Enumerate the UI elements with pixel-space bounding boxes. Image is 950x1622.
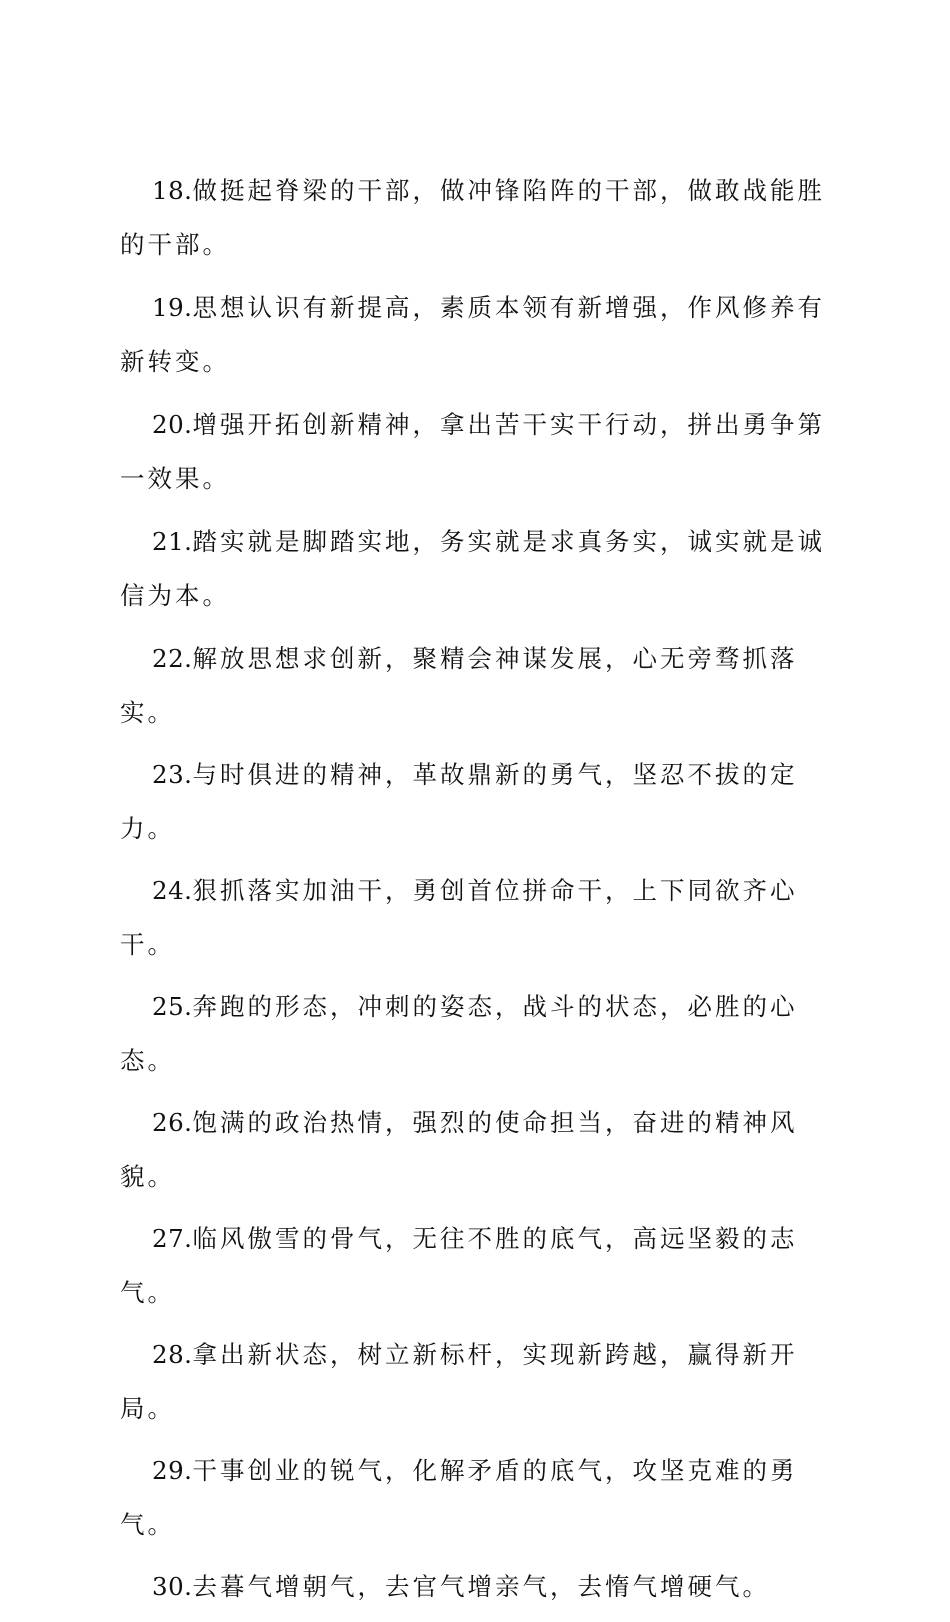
- document-body: [120, 164, 836, 1622]
- list-item: [120, 1444, 836, 1552]
- item-number: 18.: [152, 176, 193, 205]
- item-number: 28.: [152, 1340, 193, 1369]
- item-text: 饱满的政治热情，强烈的使命担当，奋进的精神风貌。: [120, 1108, 798, 1191]
- item-text: 做挺起脊梁的干部，做冲锋陷阵的干部，做敢战能胜的干部。: [120, 176, 825, 259]
- item-number: 26.: [152, 1108, 193, 1137]
- item-number: 21.: [152, 527, 193, 556]
- item-text: 思想认识有新提高，素质本领有新增强，作风修养有新转变。: [120, 293, 825, 376]
- item-text: 拿出新状态，树立新标杆，实现新跨越，赢得新开局。: [120, 1340, 798, 1423]
- item-number: 25.: [152, 992, 193, 1021]
- list-item: [120, 632, 836, 740]
- item-number: 19.: [152, 293, 193, 322]
- item-text: 干事创业的锐气，化解矛盾的底气，攻坚克难的勇气。: [120, 1456, 798, 1539]
- item-text: 临风傲雪的骨气，无往不胜的底气，高远坚毅的志气。: [120, 1224, 798, 1307]
- list-item: [120, 980, 836, 1088]
- item-number: 30.: [152, 1572, 193, 1601]
- list-item: [120, 398, 836, 506]
- list-item: [120, 1096, 836, 1204]
- list-item: [120, 164, 836, 272]
- list-item: [120, 864, 836, 972]
- list-item: [120, 748, 836, 856]
- list-item: [120, 1328, 836, 1436]
- item-text: 增强开拓创新精神，拿出苦干实干行动，拼出勇争第一效果。: [120, 410, 825, 493]
- item-text: 狠抓落实加油干，勇创首位拼命干，上下同欲齐心干。: [120, 876, 798, 959]
- item-number: 29.: [152, 1456, 193, 1485]
- item-text: 解放思想求创新，聚精会神谋发展，心无旁骛抓落实。: [120, 644, 798, 727]
- item-number: 27.: [152, 1224, 193, 1253]
- item-text: 与时俱进的精神，革故鼎新的勇气，坚忍不拔的定力。: [120, 760, 798, 843]
- list-item: [120, 515, 836, 623]
- list-item: [120, 281, 836, 389]
- item-text: 去暮气增朝气，去官气增亲气，去惰气增硬气。: [192, 1572, 770, 1601]
- item-number: 20.: [152, 410, 193, 439]
- item-text: 奔跑的形态，冲刺的姿态，战斗的状态，必胜的心态。: [120, 992, 798, 1075]
- item-number: 24.: [152, 876, 193, 905]
- item-number: 22.: [152, 644, 193, 673]
- list-item: [120, 1560, 836, 1614]
- item-number: 23.: [152, 760, 193, 789]
- list-item: [120, 1212, 836, 1320]
- item-text: 踏实就是脚踏实地，务实就是求真务实，诚实就是诚信为本。: [120, 527, 825, 610]
